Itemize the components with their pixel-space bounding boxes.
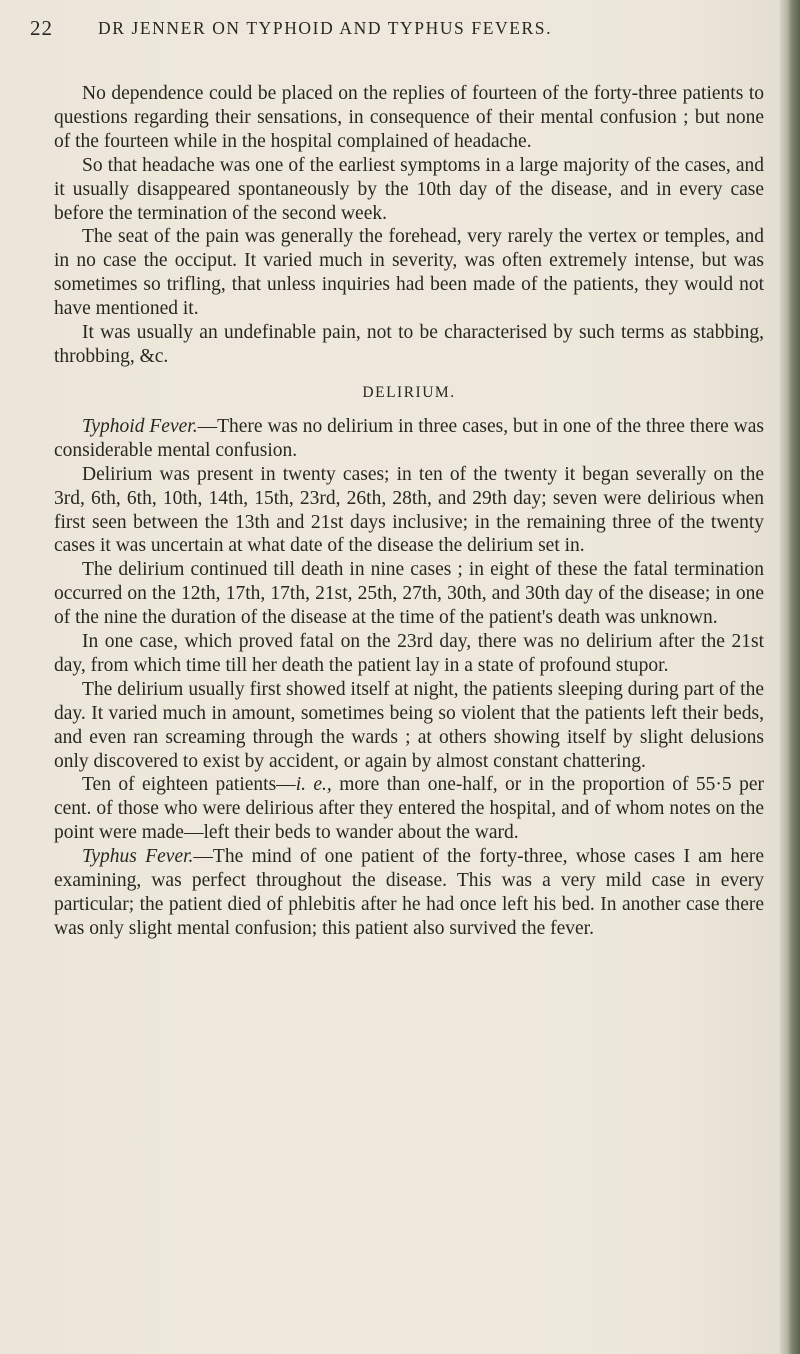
running-head: DR JENNER ON TYPHOID AND TYPHUS FEVERS.	[98, 18, 553, 38]
paragraph-text: —There was no delirium in three cases, but in one of the three there was considerable mental confusion.	[54, 415, 765, 461]
subsection-label: Typhus Fever.	[82, 846, 194, 868]
paragraph	[54, 773, 764, 845]
page-header	[30, 16, 770, 46]
paragraph: In one case, which proved fatal on the 23rd day, there was no delirium after the 21st day, from which time till her death the patient lay in a state of profound stupor.	[54, 631, 764, 676]
page-number: 22	[30, 16, 53, 40]
paragraph: The seat of the pain was generally the forehead, very rarely the vertex or temples, and in no case the occiput. It varied much in severity, was often extremely intense, but was sometimes so trifling, that unless inquiries had been made of the patients, they would not have mentioned it.	[54, 226, 764, 320]
paragraph: So that headache was one of the earliest symptoms in a large majority of the cases, and it usually disappeared spontaneously by the 10th day of the disease, and in every case before the termination of the second week.	[54, 154, 764, 224]
subsection-label: Typhoid Fever.	[82, 415, 198, 437]
paragraph	[54, 845, 764, 941]
paragraph: No dependence could be placed on the replies of fourteen of the forty-three patients to questions regarding their sensations, in consequence of their mental confusion ; but none of the fourteen while in the hospital complained of headache.	[54, 83, 764, 152]
body-text	[54, 82, 764, 941]
paragraph	[54, 415, 764, 463]
abbreviation: i. e.,	[295, 774, 332, 796]
paragraph: Delirium was present in twenty cases; in ten of the twenty it began severally on the 3rd, 6th, 6th, 10th, 14th, 15th, 23rd, 26th, 28th, and 29th day; seven were delirious when first seen between the 13th and 21st days inclusive; in the remaining three of the twenty cases it was uncertain at what date of the disease the delirium set in.	[54, 463, 764, 557]
paragraph-text: —The mind of one patient of the forty-three, whose cases I am here examining, was perfect throughout the disease. This was a very mild case in every particular; the patient died of phlebitis after he had once left his bed. In another case there was only slight mental confusion; this patient also survived the fever.	[54, 846, 765, 939]
paragraph: The delirium continued till death in nine cases ; in eight of these the fatal termination occurred on the 12th, 17th, 17th, 21st, 25th, 27th, 30th, and 30th day of the disease; in one of the nine the duration of the disease at the time of the patient's death was unknown.	[54, 559, 764, 629]
section-heading: DELIRIUM.	[362, 383, 456, 401]
paragraph-text: more than one-half, or in the proportion of 55·5 per cent. of those who were delirious after they entered the hospital, and of whom notes on the point were made—left their beds to wander about the ward.	[54, 774, 764, 844]
paragraph: It was usually an undefinable pain, not to be characterised by such terms as stabbing, throbbing, &c.	[54, 322, 764, 367]
paragraph: The delirium usually first showed itself at night, the patients sleeping during part of the day. It varied much in amount, sometimes being so violent that the patients left their beds, and even ran screaming through the wards ; at others showing itself by slight delusions only discovered to exist by accident, or again by almost constant chattering.	[54, 678, 764, 772]
paragraph-text: Ten of eighteen patients—	[82, 774, 296, 796]
page-edge	[780, 0, 800, 1354]
